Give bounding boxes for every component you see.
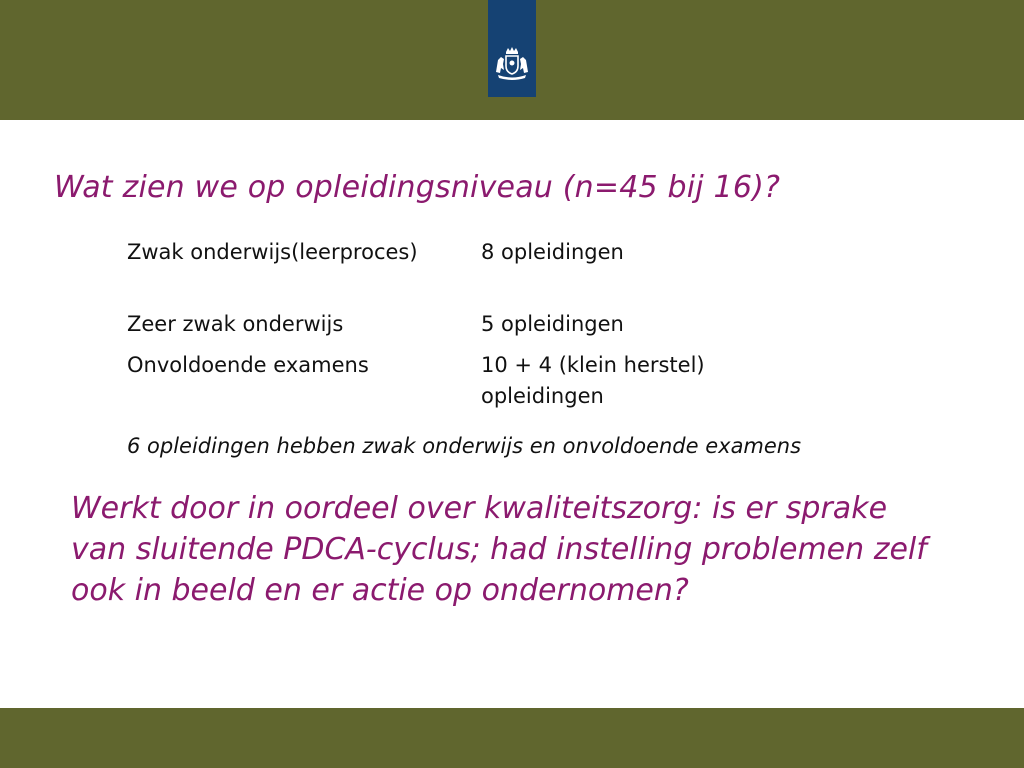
table-row: [127, 350, 847, 412]
coat-of-arms-icon: [492, 46, 532, 82]
row-label: Zwak onderwijs(leerproces): [127, 240, 418, 264]
table-row: [127, 309, 847, 340]
logo-banner: [488, 0, 536, 97]
row-value: 10 + 4 (klein herstel) opleidingen: [481, 353, 705, 408]
table-row: [127, 237, 847, 299]
footer-band: [0, 708, 1024, 768]
conclusion-text: Werkt door in oordeel over kwaliteitszorg: is er sprake van sluitende PDCA-cyclus; had instelling problemen zelf ook in beeld en er actie op ondernomen?: [71, 491, 927, 608]
row-label: Onvoldoende examens: [127, 353, 369, 377]
row-value: 5 opleidingen: [481, 312, 624, 336]
summary-note: 6 opleidingen hebben zwak onderwijs en onvoldoende examens: [127, 434, 802, 458]
row-value: 8 opleidingen: [481, 240, 624, 264]
row-label: Zeer zwak onderwijs: [127, 312, 344, 336]
slide-title: Wat zien we op opleidingsniveau (n=45 bij 16)?: [54, 170, 781, 205]
